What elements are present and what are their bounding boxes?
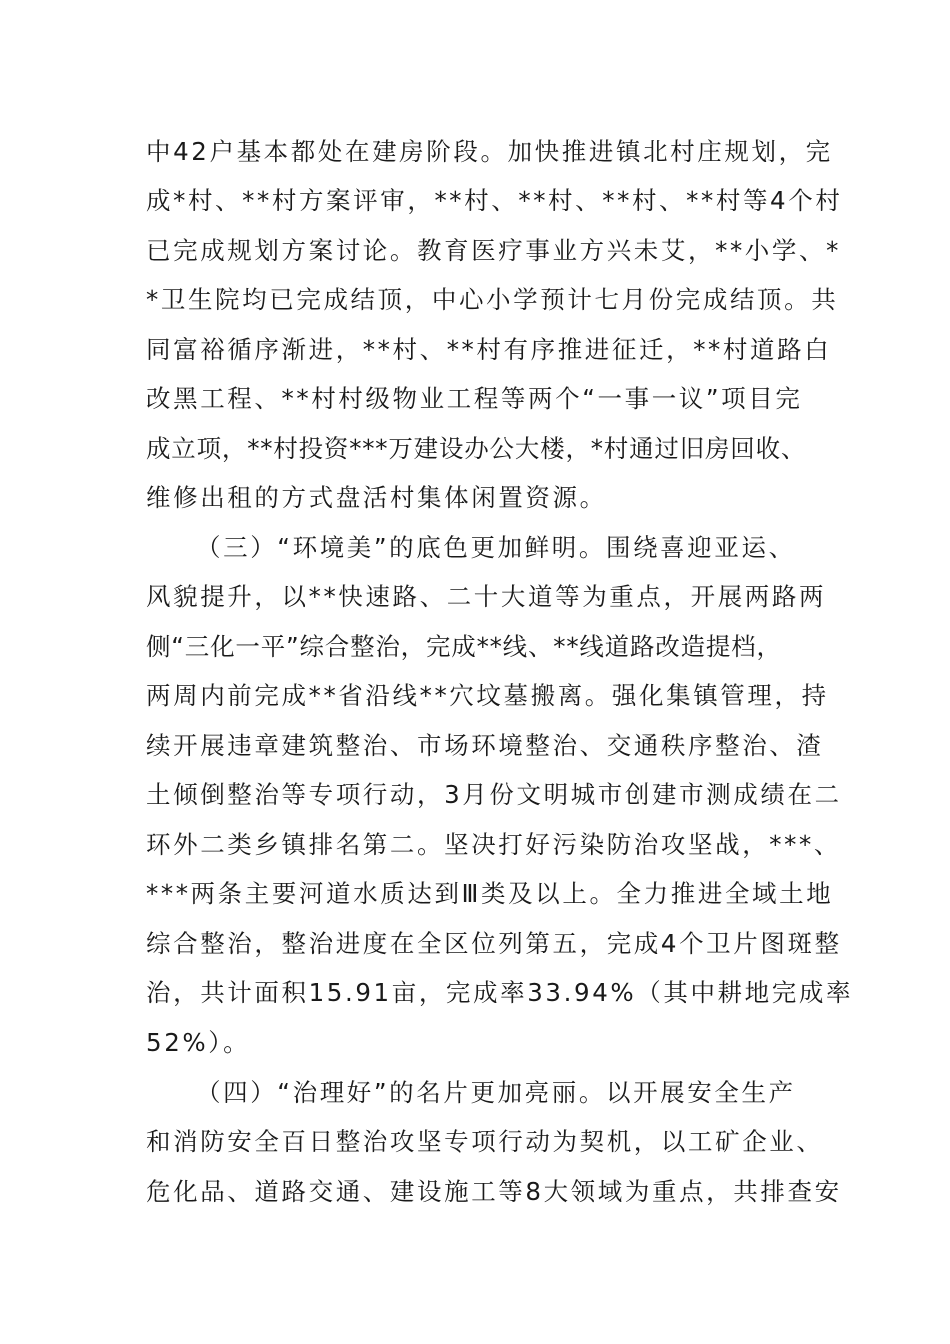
text-line: ***两条主要河道水质达到Ⅲ类及以上。全力推进全域土地 [146, 879, 834, 908]
text-line: 续开展违章建筑整治、市场环境整治、交通秩序整治、渣 [146, 731, 824, 760]
text-line: 风貌提升，以**快速路、二十大道等为重点，开展两路两 [146, 582, 827, 611]
text-line: 成立项，**村投资***万建设办公大楼，*村通过旧房回收、 [146, 434, 807, 463]
text-line: 治，共计面积15.91亩，完成率33.94%（其中耕地完成率 [146, 978, 854, 1007]
section-heading-three: （三）“环境美”的底色更加鲜明。围绕喜迎亚运、 [196, 533, 796, 562]
text-line: 危化品、道路交通、建设施工等8大领域为重点，共排查安 [146, 1177, 842, 1206]
text-line: *卫生院均已完成结顶，中心小学预计七月份完成结顶。共 [146, 285, 839, 314]
text-line: 52%）。 [146, 1028, 251, 1057]
text-line: 侧“三化一平”综合整治，完成**线、**线道路改造提档， [146, 632, 782, 661]
text-line: 两周内前完成**省沿线**穴坟墓搬离。强化集镇管理，持 [146, 681, 829, 710]
text-line: 土倾倒整治等专项行动，3月份文明城市创建市测成绩在二 [146, 780, 842, 809]
text-line: 成*村、**村方案评审，**村、**村、**村、**村等4个村 [146, 186, 843, 215]
section-heading-four: （四）“治理好”的名片更加亮丽。以开展安全生产 [196, 1078, 796, 1107]
text-line: 综合整治，整治进度在全区位列第五，完成4个卫片图斑整 [146, 929, 842, 958]
text-line: 环外二类乡镇排名第二。坚决打好污染防治攻坚战，***、 [146, 830, 841, 859]
text-line: 维修出租的方式盘活村集体闲置资源。 [146, 483, 607, 512]
text-line: 同富裕循序渐进，**村、**村有序推进征迁，**村道路白 [146, 335, 832, 364]
text-line: 改黑工程、**村村级物业工程等两个“一事一议”项目完 [146, 384, 803, 413]
text-line: 已完成规划方案讨论。教育医疗事业方兴未艾，**小学、* [146, 236, 841, 265]
text-line: 中42户基本都处在建房阶段。加快推进镇北村庄规划，完 [146, 137, 833, 166]
text-line: 和消防安全百日整治攻坚专项行动为契机，以工矿企业、 [146, 1127, 824, 1156]
